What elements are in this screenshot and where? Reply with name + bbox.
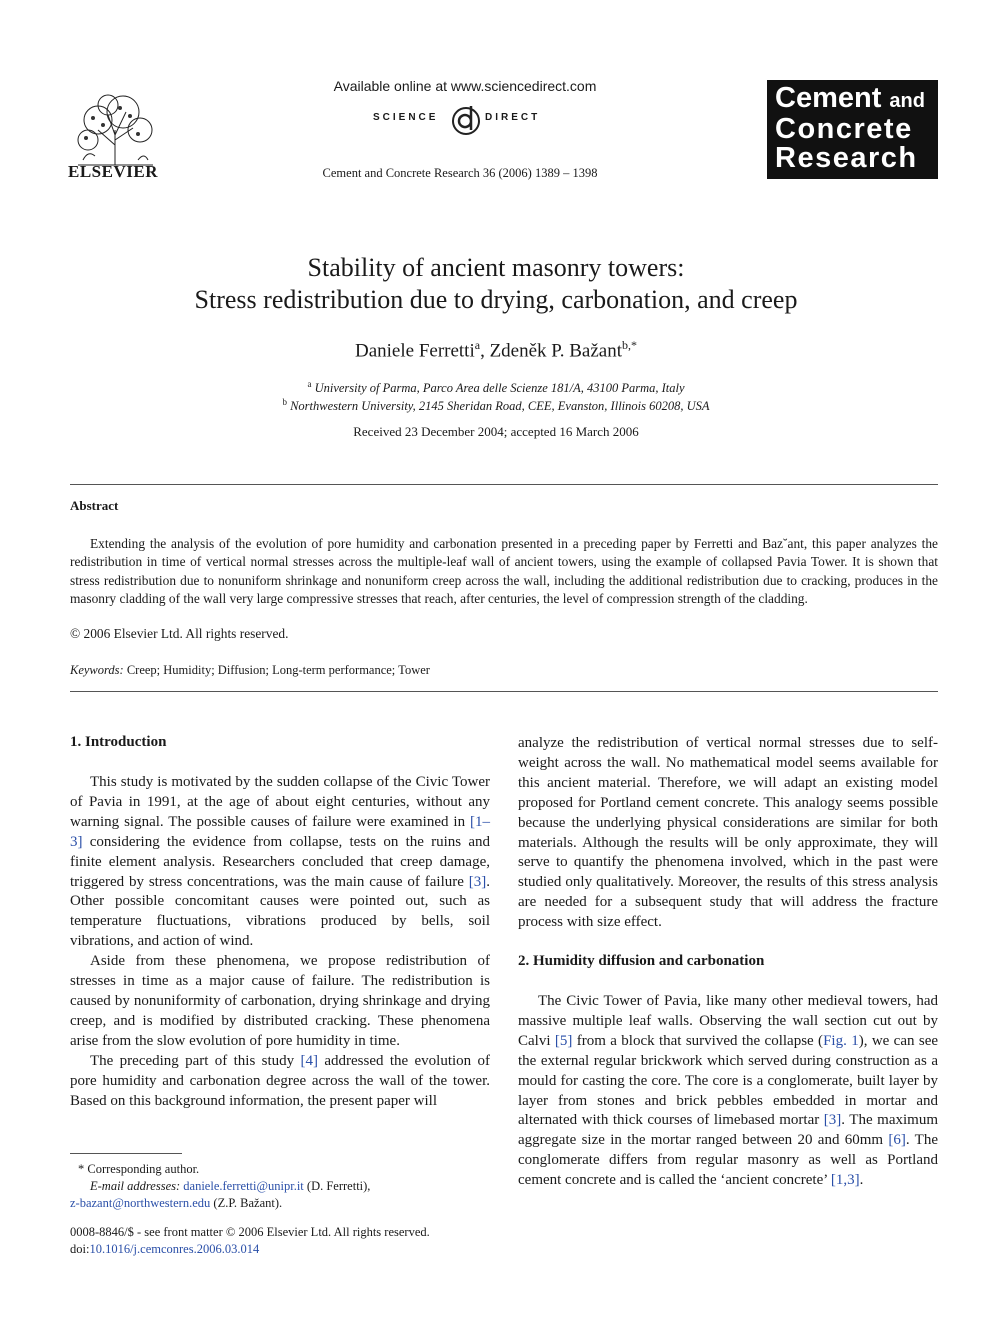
right-column-continuation: [518, 734, 938, 933]
title-line1: Stability of ancient masonry towers:: [307, 253, 685, 282]
title-line2: Stress redistribution due to drying, carbonation, and creep: [194, 285, 798, 314]
intro-paragraph-2: Aside from these phenomena, we propose redistribution of stresses in time as a major cause of failure. The redistribution is caused by nonuniformity of carbonation, drying shrinkage and drying creep, and is modified by distributed cracking. These phenomena arise from the slow evolution of pore humidity in time.: [70, 953, 490, 1049]
section2-text: [518, 992, 938, 1191]
cover-line3: Research: [775, 142, 918, 174]
sciencedirect-d-icon: [449, 102, 483, 136]
affiliation-b: [96, 397, 896, 414]
intro-paragraph-3-continued: analyze the redistribution of vertical normal stresses due to self-weight across the wall. No mathematical model seems available for this ancient material. Therefore, we will adapt an existing model proposed for Portland cement concrete. This analogy seems possible because the underlying physical considerations are similar for both materials. Although the results will be only approximate, they will serve to quantify the phenomena involved, which in the past were studied only qualitatively. Moreover, the results of this stress analysis are needed for a subsequent study that will address the fracture process with size effect.: [518, 735, 938, 931]
doi-line: doi:10.1016/j.cemconres.2006.03.014: [70, 1242, 260, 1256]
affil-a-sup: a: [307, 379, 312, 389]
affil-a-text: University of Parma, Parco Area delle Scienze 181/A, 43100 Parma, Italy: [314, 381, 685, 396]
footnote-rule: [70, 1153, 182, 1154]
section2-paragraph-1: The Civic Tower of Pavia, like many other medieval towers, had massive multiple leaf walls. Observing the wall section cut out by Calvi [5] from a block that survived the collapse (Fig. 1), we can see the external regular brickwork which served during construction as a mould for casting the core. The core is a conglomerate, built layer by layer from stones and brick pebbles embedded in mortar and alternated with thick courses of limebased mortar [3]. The maximum aggregate size in the mortar ranged between 20 and 60mm [6]. The conglomerate differs from regular masonry as well as Portland cement concrete and is called the ‘ancient concrete’ [1,3].: [518, 993, 939, 1189]
citation-link[interactable]: [6]: [888, 1132, 906, 1149]
keywords: [70, 663, 430, 678]
email-line-2: z-bazant@northwestern.edu (Z.P. Bažant).: [70, 1196, 283, 1210]
publisher-name: ELSEVIER: [68, 162, 158, 181]
author1: Daniele Ferretti: [354, 340, 475, 362]
intro-paragraph-1: This study is motivated by the sudden collapse of the Civic Tower of Pavia in 1991, at the age of about eight centuries, without any warning signal. The possible causes of failure were examined in [1–3] considering the evidence from collapse, tests on the ruins and finite element analysis. Researchers concluded that creep damage, triggered by stress concentrations, was the main cause of failure [3]. Other possible concomitant causes were pointed out, such as temperature fluctuations, vibrations produced by bells, soil vibrations, and action of wind.: [70, 774, 490, 950]
abstract-bottom-rule: [70, 691, 938, 692]
abstract-text: Extending the analysis of the evolution of pore humidity and carbonation presented in a preceding paper by Ferretti and Baz˘ant, this paper analyzes the redistribution in time of vertical normal stresses across the multiple-leaf wall of ancient towers, using the example of collapsed Pavia Tower. It is shown that stress redistribution due to nonuniform shrinkage and nonuniform creep across the wall, including the additional redistribution due to cracking, produces in the masonry cladding of the wall very large compressive stresses that reach, after centuries, the level of compression strength of the cladding.: [70, 536, 938, 606]
author-list: [96, 338, 896, 362]
keywords-list: Creep; Humidity; Diffusion; Long-term performance; Tower: [126, 663, 430, 677]
journal-cover-logo: [767, 80, 938, 179]
cover-line1-small: and: [889, 90, 925, 112]
email-link-ferretti[interactable]: daniele.ferretti@unipr.it: [183, 1179, 304, 1193]
author1-sup: a: [474, 338, 481, 352]
left-column-text: [70, 773, 490, 1111]
cover-line1: Cement: [775, 82, 882, 114]
citation-link[interactable]: [5]: [554, 1032, 573, 1049]
cover-line2: Concrete: [775, 113, 913, 145]
abstract-top-rule: [70, 484, 938, 485]
intro-paragraph-3: The preceding part of this study [4] addressed the evolution of pore humidity and carbonation degree across the wall of the tower. Based on this background information, the present paper will: [70, 1052, 491, 1109]
section2-heading: 2. Humidity diffusion and carbonation: [518, 953, 765, 969]
author2: Zdeněk P. Bažant: [489, 340, 623, 362]
author2-sup: b,*: [622, 338, 638, 352]
affil-b-sup: b: [282, 397, 287, 407]
affiliation-a: [96, 379, 896, 396]
figure-link[interactable]: Fig. 1: [823, 1032, 859, 1049]
available-online-text[interactable]: Available online at www.sciencedirect.com: [333, 78, 597, 94]
corresponding-author-note: * Corresponding author.: [78, 1162, 200, 1176]
section1-heading: 1. Introduction: [70, 734, 167, 750]
citation-link[interactable]: [4]: [300, 1052, 319, 1069]
sd-right-text: DIRECT: [485, 112, 541, 123]
doi-link[interactable]: 10.1016/j.cemconres.2006.03.014: [89, 1242, 260, 1256]
email-label: E-mail addresses:: [90, 1179, 181, 1193]
citation-link[interactable]: [1–3]: [70, 813, 490, 850]
abstract-copyright: © 2006 Elsevier Ltd. All rights reserved.: [70, 626, 289, 641]
email-link-bazant[interactable]: z-bazant@northwestern.edu: [70, 1196, 211, 1210]
citation-link[interactable]: [1,3]: [830, 1172, 860, 1189]
journal-citation: Cement and Concrete Research 36 (2006) 1389 – 1398: [322, 166, 598, 180]
citation-link[interactable]: [3]: [468, 873, 487, 890]
keywords-label: Keywords:: [70, 663, 124, 677]
author-separator: ,: [480, 340, 490, 362]
issn-line: 0008-8846/$ - see front matter © 2006 Elsevier Ltd. All rights reserved.: [70, 1225, 430, 1239]
article-title: [96, 252, 896, 316]
citation-link[interactable]: [3]: [823, 1112, 842, 1129]
sd-left-text: SCIENCE: [373, 112, 439, 123]
abstract-heading: Abstract: [70, 498, 119, 513]
email-line-1: E-mail addresses: daniele.ferretti@unipr.it (D. Ferretti),: [90, 1179, 371, 1193]
received-dates: Received 23 December 2004; accepted 16 March 2006: [353, 424, 639, 439]
sciencedirect-logo: [355, 102, 555, 136]
affil-b-text: Northwestern University, 2145 Sheridan Road, CEE, Evanston, Illinois 60208, USA: [290, 399, 710, 414]
